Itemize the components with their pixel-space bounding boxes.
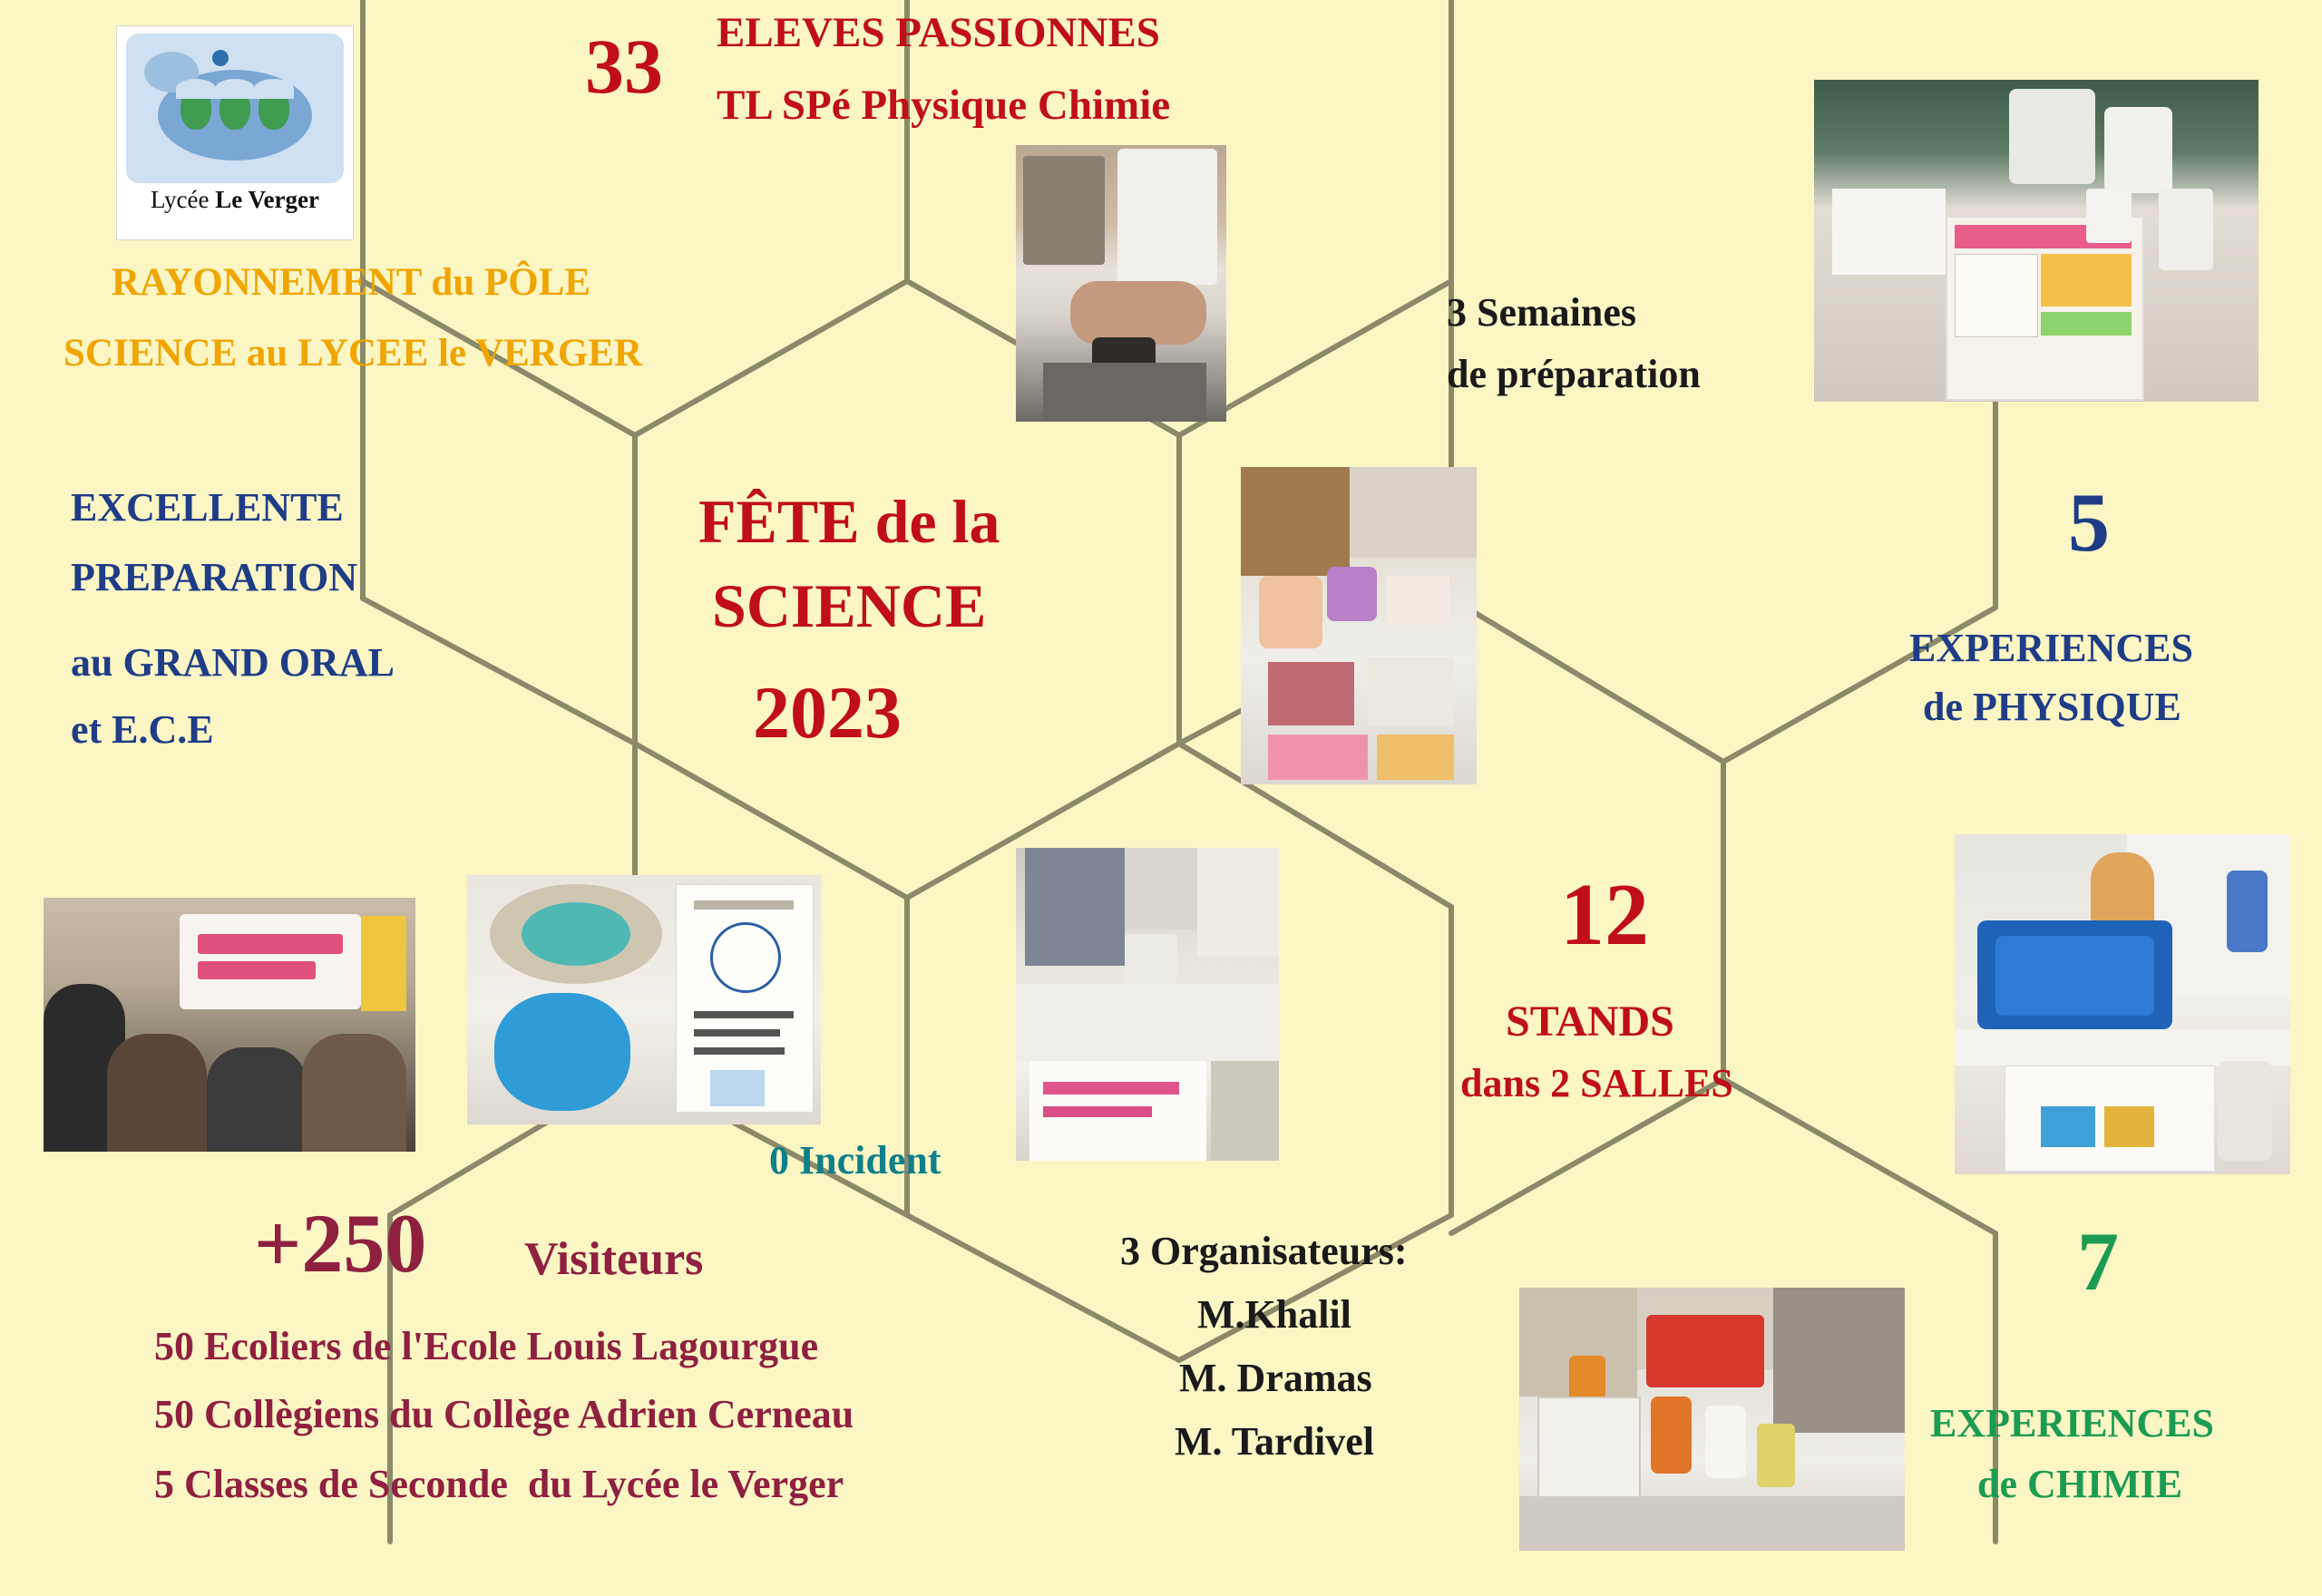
preparation-weeks-line2: de préparation: [1447, 352, 1701, 396]
photo-blue-tray-experiment: [1955, 834, 2290, 1174]
organisateur-1: M.Khalil: [1197, 1292, 1351, 1337]
poster-title-line1: FÊTE de la: [698, 487, 1000, 556]
logo-caption-small: Lycée: [151, 186, 216, 213]
excellente-line4: et E.C.E: [71, 707, 214, 752]
photo-petri-dish-stand: [467, 875, 821, 1124]
logo-artwork: [126, 34, 344, 183]
stands-count: 12: [1560, 866, 1649, 964]
visiteurs-detail-1: 50 Ecoliers de l'Ecole Louis Lagourgue: [154, 1324, 819, 1368]
poster-title-line2: SCIENCE: [712, 571, 987, 640]
poster-year: 2023: [753, 671, 902, 754]
photo-bottles-table: [1814, 80, 2259, 402]
chimie-count: 7: [2077, 1215, 2119, 1308]
chimie-line2: de CHIMIE: [1977, 1462, 2183, 1506]
rayonnement-line2: SCIENCE au LYCEE le VERGER: [63, 332, 643, 375]
organisateurs-title: 3 Organisateurs:: [1120, 1229, 1408, 1273]
photo-stand-table: [1016, 848, 1279, 1161]
stands-line1: STANDS: [1506, 998, 1674, 1046]
excellente-line3: au GRAND ORAL: [71, 640, 395, 685]
physique-count: 5: [2068, 476, 2110, 569]
visiteurs-detail-3: 5 Classes de Seconde du Lycée le Verger: [154, 1462, 844, 1506]
photo-hands-experiment: [1016, 145, 1226, 422]
photo-fete-de-la-science-banner: [44, 898, 415, 1152]
physique-line2: de PHYSIQUE: [1923, 685, 2181, 729]
physique-line1: EXPERIENCES: [1909, 626, 2193, 670]
eleves-line1: ELEVES PASSIONNES: [717, 9, 1160, 56]
organisateur-3: M. Tardivel: [1175, 1419, 1375, 1464]
excellente-line1: EXCELLENTE: [71, 485, 344, 530]
visiteurs-label: Visiteurs: [524, 1233, 704, 1285]
stands-line2: dans 2 SALLES: [1460, 1061, 1733, 1105]
eleves-count: 33: [585, 23, 663, 110]
logo-caption-strong: Le Verger: [215, 186, 319, 213]
excellente-line2: PREPARATION: [71, 555, 358, 599]
photo-red-box-experiment: [1519, 1288, 1905, 1551]
organisateur-2: M. Dramas: [1179, 1356, 1372, 1400]
rayonnement-line1: RAYONNEMENT du PÔLE: [112, 261, 591, 304]
eleves-line2: TL SPé Physique Chimie: [717, 82, 1171, 129]
incident-label: 0 Incident: [769, 1138, 941, 1182]
visiteurs-detail-2: 50 Collègiens du Collège Adrien Cerneau: [154, 1392, 854, 1436]
chimie-line1: EXPERIENCES: [1930, 1401, 2214, 1445]
photo-poster-stand: [1241, 467, 1477, 784]
logo-caption: [117, 186, 353, 214]
preparation-weeks-line1: 3 Semaines: [1447, 290, 1636, 335]
visiteurs-count: +250: [254, 1197, 427, 1289]
school-logo: [116, 25, 354, 240]
